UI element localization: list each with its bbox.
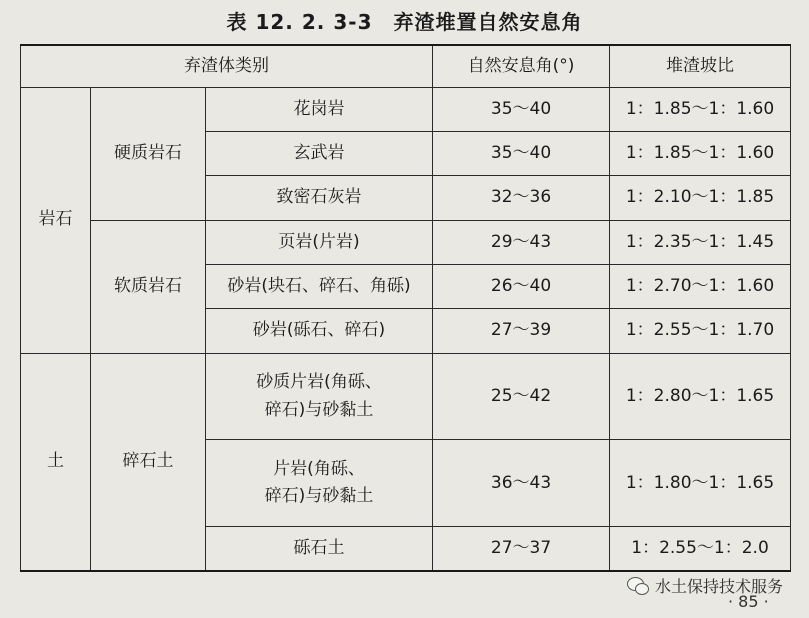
cell-angle: 35～40 — [433, 131, 610, 175]
cell-angle: 26～40 — [433, 264, 610, 308]
cell-slope: 1：2.55～1：2.0 — [610, 527, 791, 571]
wechat-icon — [627, 577, 649, 595]
cell-slope: 1：2.55～1：1.70 — [610, 309, 791, 353]
cell-slope: 1：2.35～1：1.45 — [610, 220, 791, 264]
cell-name — [206, 353, 433, 440]
subgroup-soft-rock: 软质岩石 — [91, 220, 206, 353]
cell-name: 砂岩(块石、碎石、角砾) — [206, 264, 433, 308]
cell-name — [206, 440, 433, 527]
header-category: 弃渣体类别 — [21, 45, 433, 87]
subgroup-gravel-soil: 碎石土 — [91, 353, 206, 571]
header-slope: 堆渣坡比 — [610, 45, 791, 87]
table-row — [21, 353, 791, 440]
cell-name: 砾石土 — [206, 527, 433, 571]
cell-slope: 1：2.10～1：1.85 — [610, 176, 791, 220]
cell-name-line: 碎石)与砂黏土 — [264, 399, 374, 420]
cell-name: 致密石灰岩 — [206, 176, 433, 220]
group-rock: 岩石 — [21, 87, 91, 353]
angle-of-repose-table — [20, 44, 791, 572]
cell-name: 页岩(片岩) — [206, 220, 433, 264]
watermark-text: 水土保持技术服务 — [654, 577, 783, 596]
cell-angle: 29～43 — [433, 220, 610, 264]
table-header-row — [21, 45, 791, 87]
table-row — [21, 220, 791, 264]
table-row — [21, 87, 791, 131]
header-angle: 自然安息角(°) — [433, 45, 610, 87]
subgroup-hard-rock: 硬质岩石 — [91, 87, 206, 220]
cell-slope: 1：2.80～1：1.65 — [610, 353, 791, 440]
cell-angle: 36～43 — [433, 440, 610, 527]
cell-slope: 1：1.85～1：1.60 — [610, 87, 791, 131]
cell-angle: 25～42 — [433, 353, 610, 440]
cell-slope: 1：2.70～1：1.60 — [610, 264, 791, 308]
page-title: 表 12. 2. 3-3 弃渣堆置自然安息角 — [226, 10, 583, 34]
group-soil: 土 — [21, 353, 91, 571]
cell-name: 砂岩(砾石、碎石) — [206, 309, 433, 353]
cell-name: 花岗岩 — [206, 87, 433, 131]
cell-angle: 27～37 — [433, 527, 610, 571]
cell-angle: 32～36 — [433, 176, 610, 220]
cell-name-line: 片岩(角砾、 — [273, 459, 365, 480]
cell-angle: 35～40 — [433, 87, 610, 131]
cell-name-line: 砂质片岩(角砾、 — [256, 372, 382, 393]
cell-angle: 27～39 — [433, 309, 610, 353]
page-number: · 85 · — [728, 592, 769, 611]
cell-name: 玄武岩 — [206, 131, 433, 175]
cell-name-line: 碎石)与砂黏土 — [264, 486, 374, 507]
cell-slope: 1：1.85～1：1.60 — [610, 131, 791, 175]
cell-slope: 1：1.80～1：1.65 — [610, 440, 791, 527]
